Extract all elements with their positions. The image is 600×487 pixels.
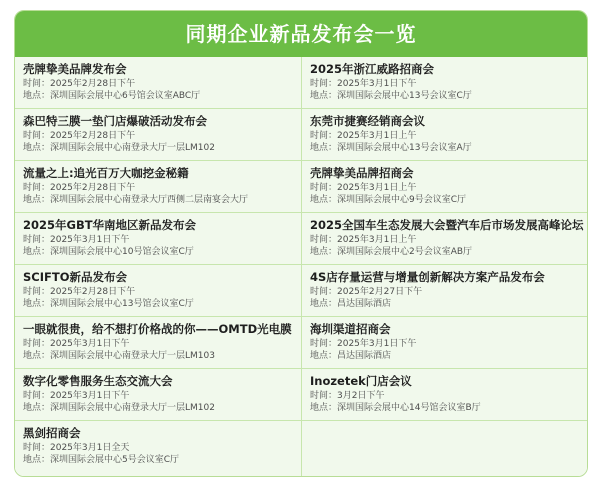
event-place: 地点：深圳国际会展中心5号会议室C厅 <box>23 455 180 465</box>
event-time: 时间：2025年2月28日下午 <box>23 183 136 193</box>
event-time: 时间：2025年3月1日上午 <box>310 131 417 141</box>
events-table <box>14 10 588 477</box>
event-time: 时间：2025年3月1日下午 <box>23 235 130 245</box>
event-cell <box>15 109 301 161</box>
event-place: 地点：深圳国际会展中心13号会议室C厅 <box>310 91 472 101</box>
event-title: 一眼就很贵，给不想打价格战的你——OMTD光电膜 <box>23 322 292 336</box>
event-title: 流量之上:追光百万大咖挖金秘籍 <box>23 166 189 180</box>
event-time: 时间：2025年2月28日下午 <box>23 79 136 89</box>
event-cell <box>302 57 588 109</box>
event-time: 时间：2025年3月1日下午 <box>310 79 417 89</box>
event-title: 2025年GBT华南地区新品发布会 <box>23 218 197 232</box>
event-title: 森巴特三膜一垫门店爆破活动发布会 <box>23 114 207 128</box>
event-time: 时间：2025年2月27日下午 <box>310 287 423 297</box>
event-title: 黑剑招商会 <box>23 426 81 440</box>
event-cell <box>15 57 301 109</box>
page-title: 同期企业新品发布会一览 <box>185 22 417 46</box>
event-place: 地点：深圳国际会展中心南登录大厅一层LM102 <box>23 403 215 413</box>
left-column <box>15 57 301 476</box>
table-header <box>15 11 587 57</box>
event-cell <box>15 317 301 369</box>
table-body <box>15 57 587 476</box>
event-cell <box>302 109 588 161</box>
event-place: 地点：深圳国际会展中心9号会议室C厅 <box>310 195 467 205</box>
event-time: 时间：2025年3月1日下午 <box>23 391 130 401</box>
event-cell <box>302 317 588 369</box>
event-cell <box>15 265 301 317</box>
event-time: 时间：2025年3月1日上午 <box>310 235 417 245</box>
event-title: SCIFTO新品发布会 <box>23 270 127 284</box>
empty-cell <box>302 421 588 476</box>
event-cell <box>302 265 588 317</box>
event-cell <box>15 369 301 421</box>
event-place: 地点：深圳国际会展中心13号会议室A厅 <box>310 143 472 153</box>
right-column <box>301 57 588 476</box>
event-title: 东莞市捷赛经销商会议 <box>310 114 425 128</box>
event-place: 地点：深圳国际会展中心南登录大厅一层LM103 <box>23 351 215 361</box>
event-place: 地点：深圳国际会展中心南登录大厅一层LM102 <box>23 143 215 153</box>
event-title: 壳牌挚美品牌发布会 <box>23 62 127 76</box>
event-title: 2025全国车生态发展大会暨汽车后市场发展高峰论坛 <box>310 218 584 232</box>
event-time: 时间：2025年3月1日上午 <box>310 183 417 193</box>
event-title: Inozetek门店会议 <box>310 374 412 388</box>
event-title: 4S店存量运营与增量创新解决方案产品发布会 <box>310 270 545 284</box>
event-cell <box>302 369 588 421</box>
event-cell <box>15 421 301 476</box>
event-time: 时间：2025年2月28日下午 <box>23 287 136 297</box>
event-cell <box>302 213 588 265</box>
event-cell <box>15 161 301 213</box>
event-cell <box>15 213 301 265</box>
event-title: 数字化零售服务生态交流大会 <box>23 374 173 388</box>
event-place: 地点：深圳国际会展中心南登录大厅西侧二层南宴会大厅 <box>23 195 249 205</box>
event-time: 时间：2025年3月1日下午 <box>23 339 130 349</box>
event-place: 地点：深圳国际会展中心6号馆会议室ABC厅 <box>23 91 201 101</box>
event-place: 地点：深圳国际会展中心10号馆会议室C厅 <box>23 247 194 257</box>
event-place: 地点：昌达国际酒店 <box>310 299 392 309</box>
event-cell <box>302 161 588 213</box>
event-place: 地点：昌达国际酒店 <box>310 351 392 361</box>
event-title: 壳牌挚美品牌招商会 <box>310 166 414 180</box>
event-time: 时间：3月2日下午 <box>310 391 385 401</box>
event-time: 时间：2025年3月1日全天 <box>23 443 130 453</box>
event-place: 地点：深圳国际会展中心14号馆会议室B厅 <box>310 403 481 413</box>
event-place: 地点：深圳国际会展中心2号会议室AB厅 <box>310 247 473 257</box>
event-place: 地点：深圳国际会展中心13号馆会议室C厅 <box>23 299 194 309</box>
event-title: 2025年浙江威路招商会 <box>310 62 435 76</box>
event-title: 海圳渠道招商会 <box>310 322 391 336</box>
event-time: 时间：2025年3月1日下午 <box>310 339 417 349</box>
event-time: 时间：2025年2月28日下午 <box>23 131 136 141</box>
